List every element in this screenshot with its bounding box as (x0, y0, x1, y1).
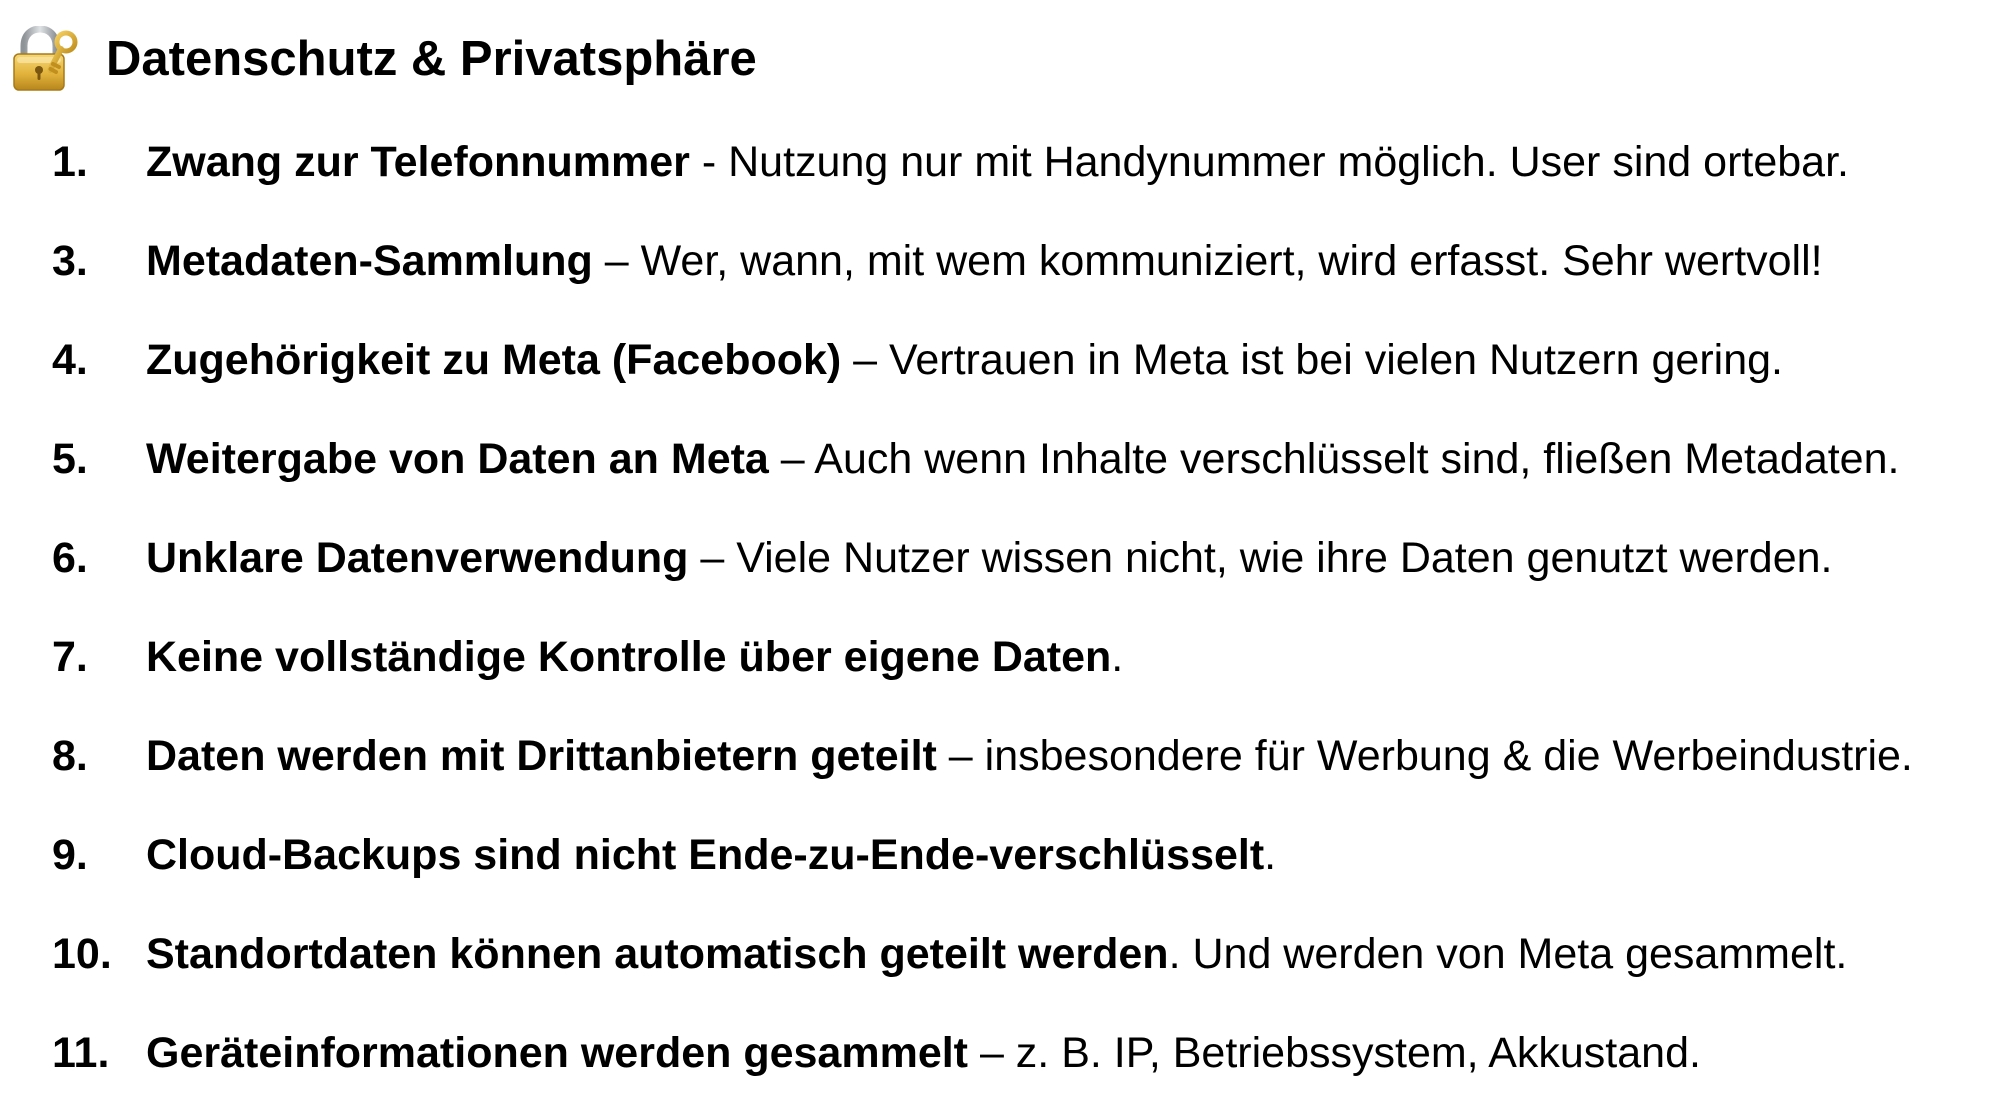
list-item-text: – Viele Nutzer wissen nicht, wie ihre Daten genutzt werden. (688, 534, 1833, 582)
list-item-number: 11. (52, 1029, 110, 1077)
list-item-body (146, 231, 1823, 291)
list-item-number: 6. (52, 534, 88, 582)
list-item-body (146, 726, 1913, 786)
list-item-body (146, 528, 1833, 588)
list-item-body (146, 429, 1899, 489)
list-item-number: 7. (52, 633, 88, 681)
list-item-title: Zugehörigkeit zu Meta (Facebook) (146, 336, 842, 384)
list-item-body (146, 1023, 1701, 1083)
list-item-title: Keine vollständige Kontrolle über eigene Daten (146, 633, 1112, 681)
page-title: Datenschutz & Privatsphäre (106, 32, 757, 86)
list-item-number: 1. (52, 138, 88, 186)
list-item-body (146, 825, 1276, 885)
list-item-number: 9. (52, 831, 88, 879)
list-item-body (146, 627, 1123, 687)
list-item-text: – Wer, wann, mit wem kommuniziert, wird erfasst. Sehr wertvoll! (592, 237, 1823, 285)
list-item-title: Zwang zur Telefonnummer (146, 138, 690, 186)
list-item-text: . (1264, 831, 1277, 879)
lock-with-key-icon (12, 26, 80, 92)
list-item-text: – z. B. IP, Betriebssystem, Akkustand. (968, 1029, 1701, 1077)
list-item-title: Standortdaten können automatisch geteilt werden (146, 930, 1169, 978)
list-item-body (146, 330, 1783, 390)
list-item-title: Geräteinformationen werden gesammelt (146, 1029, 968, 1077)
list-item-title: Cloud-Backups sind nicht Ende-zu-Ende-verschlüsselt (146, 831, 1265, 879)
list-item-text: – insbesondere für Werbung & die Werbeindustrie. (936, 732, 1913, 780)
list-item-title: Daten werden mit Drittanbietern geteilt (146, 732, 937, 780)
list-item-text: . Und werden von Meta gesammelt. (1168, 930, 1848, 978)
list-item-number: 4. (52, 336, 88, 384)
list-item-title: Metadaten-Sammlung (146, 237, 593, 285)
list-item-body (146, 132, 1849, 192)
list-item-text: . (1111, 633, 1124, 681)
list-item-text: – Vertrauen in Meta ist bei vielen Nutzern gering. (841, 336, 1783, 384)
section-heading (12, 24, 757, 94)
list-item-title: Weitergabe von Daten an Meta (146, 435, 769, 483)
list-item-number: 3. (52, 237, 88, 285)
list-item-number: 5. (52, 435, 88, 483)
list-item-text: – Auch wenn Inhalte verschlüsselt sind, fließen Metadaten. (768, 435, 1900, 483)
list-item-number: 8. (52, 732, 88, 780)
list-item-title: Unklare Datenverwendung (146, 534, 689, 582)
list-item-number: 10. (52, 930, 112, 978)
list-item-body (146, 924, 1847, 984)
list-item-text: - Nutzung nur mit Handynummer möglich. User sind ortebar. (689, 138, 1849, 186)
